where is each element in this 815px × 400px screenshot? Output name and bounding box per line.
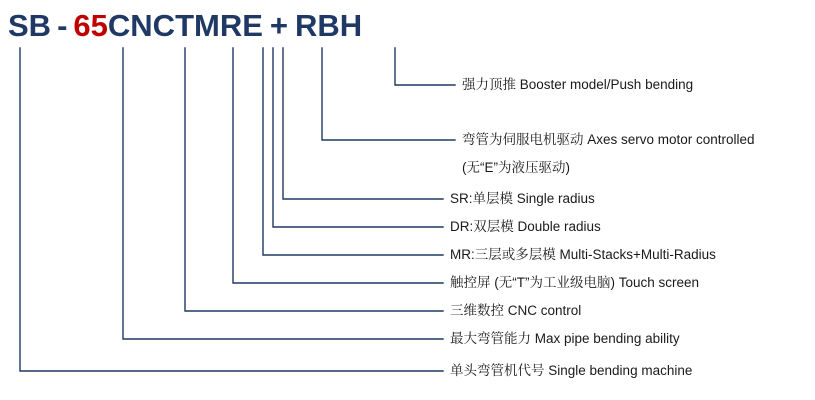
annotation-rbh: 强力顶推 Booster model/Push bending xyxy=(462,77,694,92)
leader-mr-dr xyxy=(273,48,443,227)
annotation-e: 弯管为伺服电机驱动 Axes servo motor controlled xyxy=(462,132,755,147)
leader-e xyxy=(322,48,455,140)
annotation-e-sub: (无“E”为液压驱动) xyxy=(462,160,570,175)
annotation-sr: SR:单层模 Single radius xyxy=(450,191,595,206)
leader-rbh xyxy=(395,48,455,85)
annotation-t: 触控屏 (无“T”为工业级电脑) Touch screen xyxy=(450,275,700,290)
annotation-mr: MR:三层或多层模 Multi-Stacks+Multi-Radius xyxy=(450,247,716,262)
code-segment-mr: MR xyxy=(194,8,243,43)
leader-cnc xyxy=(185,48,443,311)
annotation-sb: 单头弯管机代号 Single bending machine xyxy=(450,363,693,378)
annotation-dr: DR:双层模 Double radius xyxy=(450,219,601,234)
annotation-65: 最大弯管能力 Max pipe bending ability xyxy=(450,331,680,346)
annotation-cnc: 三维数控 CNC control xyxy=(450,303,582,318)
code-segment-plus: + xyxy=(269,8,289,43)
code-segment-dash: - xyxy=(57,8,68,43)
leader-sb xyxy=(20,48,443,371)
code-segment-65: 65 xyxy=(73,8,108,43)
code-segment-t: T xyxy=(175,8,194,43)
code-segment-cnc: CNC xyxy=(107,8,176,43)
leader-mr-sr xyxy=(283,48,443,199)
code-segment-rbh: RBH xyxy=(295,8,363,43)
leader-mr-mr xyxy=(263,48,443,255)
leader-t xyxy=(233,48,443,283)
code-segment-sb: SB xyxy=(8,8,52,43)
code-segment-e: E xyxy=(242,8,263,43)
